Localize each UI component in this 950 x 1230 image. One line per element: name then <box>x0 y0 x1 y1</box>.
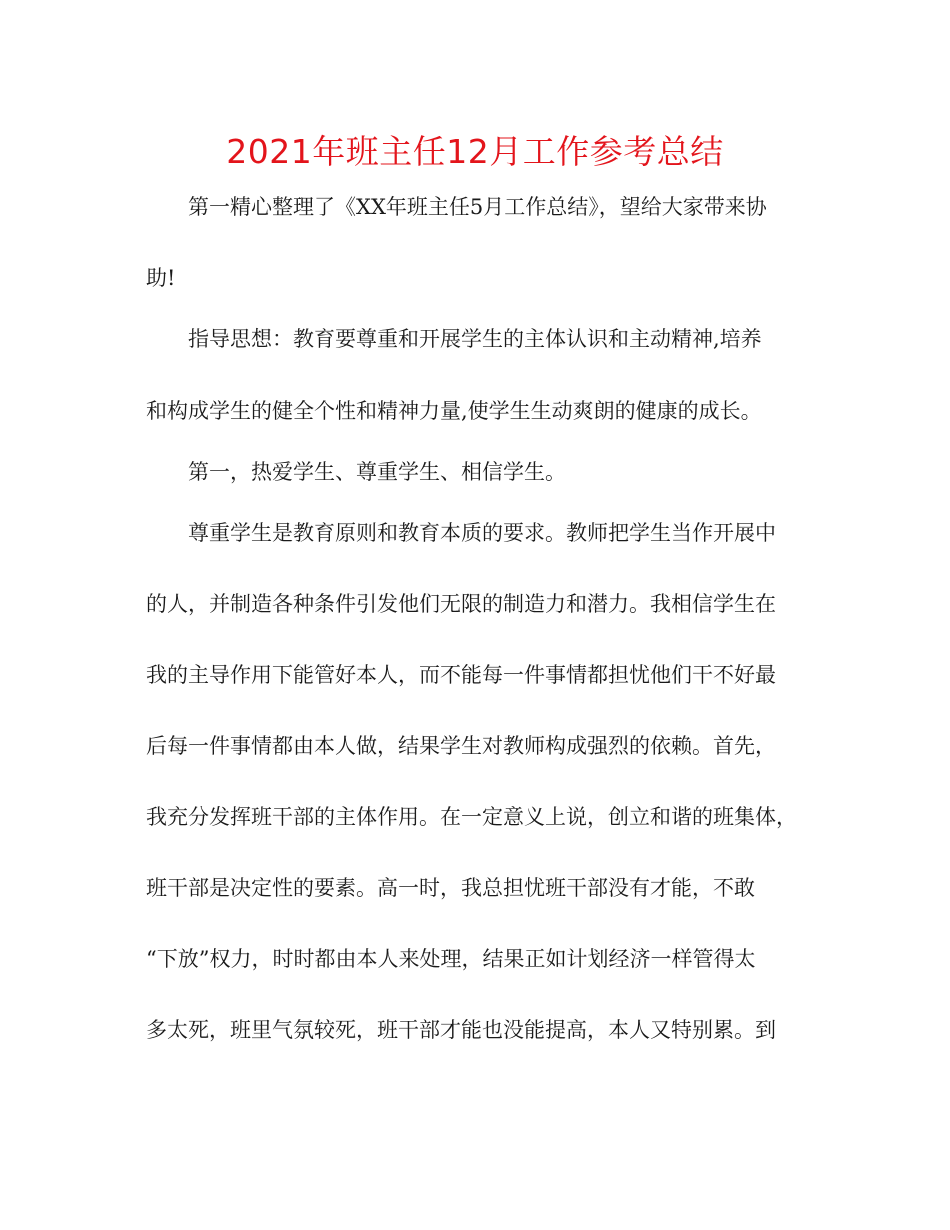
paragraph-line: “下放”权力，时时都由本人来处理，结果正如计划经济一样管得太 <box>146 947 756 971</box>
paragraph-line: 我充分发挥班干部的主体作用。在一定意义上说，创立和谐的班集体， <box>146 805 797 829</box>
paragraph-line: 尊重学生是教育原则和教育本质的要求。教师把学生当作开展中 <box>188 521 776 545</box>
paragraph-line: 的人，并制造各种条件引发他们无限的制造力和潜力。我相信学生在 <box>146 592 776 616</box>
paragraph-line: 第一，热爱学生、尊重学生、相信学生。 <box>188 460 566 484</box>
paragraph-line: 助! <box>146 266 176 290</box>
document-title: 2021年班主任12月工作参考总结 <box>226 132 724 171</box>
paragraph-line: 多太死，班里气氛较死，班干部才能也没能提高，本人又特别累。到 <box>146 1018 776 1042</box>
paragraph-line: 第一精心整理了《XX年班主任5月工作总结》，望给大家带来协 <box>188 195 767 219</box>
paragraph-line: 指导思想：教育要尊重和开展学生的主体认识和主动精神,培养 <box>188 327 762 351</box>
paragraph-line: 和构成学生的健全个性和精神力量,使学生生动爽朗的健康的成长。 <box>146 399 762 423</box>
paragraph-line: 班干部是决定性的要素。高一时，我总担忧班干部没有才能，不敢 <box>146 876 755 900</box>
paragraph-line: 后每一件事情都由本人做，结果学生对教师构成强烈的依赖。首先， <box>146 734 776 758</box>
paragraph-line: 我的主导作用下能管好本人，而不能每一件事情都担忧他们干不好最 <box>146 663 776 687</box>
